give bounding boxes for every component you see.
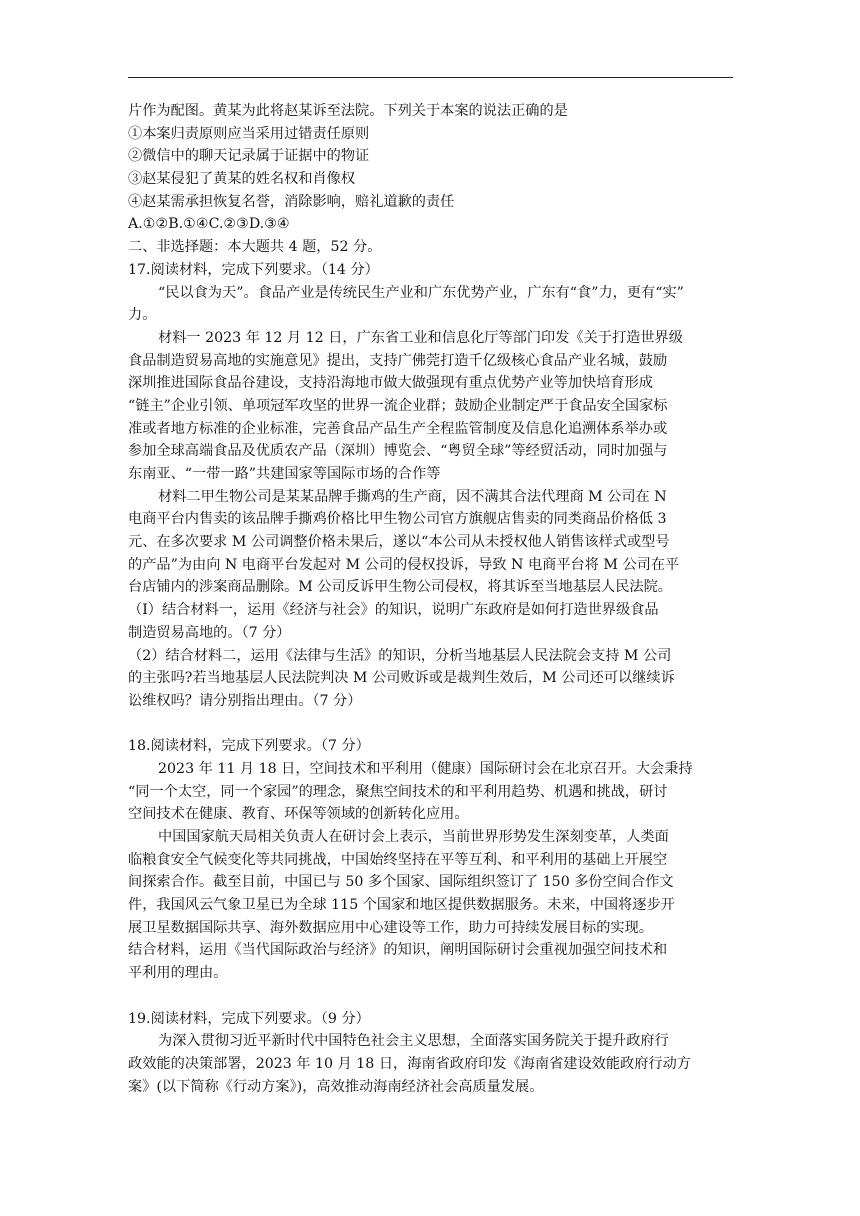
q18-para1-line: 空间技术在健康、教育、环保等领域的创新转化应用。	[128, 806, 469, 823]
q17-question-line: （I）结合材料一，运用《经济与社会》的知识，说明广东政府是如何打造世界级食品	[128, 602, 659, 619]
q17-material1-line: 东南亚、“一带一路”共建国家等国际市场的合作等	[128, 466, 441, 482]
q17-material1-line: “链主”企业引领、单项冠军攻坚的世界一流企业群；鼓励企业制定严于食品安全国家标	[128, 397, 668, 414]
q17-material2-line: 的产品”为由向 N 电商平台发起对 M 公司的侵权投诉，导致 N 电商平台将 M 公司在平	[128, 556, 680, 573]
q17-material2-line: 台店铺内的涉案商品删除。M 公司反诉甲生物公司侵权，将其诉至当地基层人民法院。	[128, 579, 672, 596]
q17-heading: 17.阅读材料，完成下列要求。（14 分）	[128, 261, 379, 278]
q17-material1-line: 材料一 2023 年 12 月 12 日，广东省工业和信息化厅等部门印发《关于打造世界级	[158, 329, 683, 346]
q19-heading: 19.阅读材料，完成下列要求。（9 分）	[128, 1010, 370, 1027]
header-rule	[128, 77, 733, 78]
answer-choices: A.①②B.①④C.②③D.③④	[128, 216, 290, 233]
q17-material2-line: 材料二甲生物公司是某某品牌手撕鸡的生产商，因不满其合法代理商 M 公司在 N	[158, 488, 667, 505]
q18-para1-line: “同一个太空，同一个家园”的理念，聚焦空间技术的和平利用趋势、机遇和挑战，研讨	[128, 783, 668, 800]
q19-para1-line: 政效能的决策部署，2023 年 10 月 18 日，海南省政府印发《海南省建设效能政府行动方	[128, 1055, 691, 1072]
q17-question-line: 制造贸易高地的。（7 分）	[128, 624, 291, 641]
q17-material2-line: 电商平台内售卖的该品牌手撕鸡价格比甲生物公司官方旗舰店售卖的同类商品价格低 3	[128, 511, 667, 528]
option-2: ②微信中的聊天记录属于证据中的物证	[128, 148, 370, 165]
option-4: ④赵某需承担恢复名誉，消除影响，赔礼道歉的责任	[128, 193, 455, 210]
q18-heading: 18.阅读材料，完成下列要求。（7 分）	[128, 738, 370, 755]
q18-para2-line: 件，我国风云气象卫星已为全球 115 个国家和地区提供数据服务。未来，中国将逐步开	[128, 897, 675, 914]
q18-para2-line: 间探索合作。截至目前，中国已与 50 多个国家、国际组织签订了 150 多份空间合作文	[128, 874, 674, 891]
q18-para2-line: 展卫星数据国际共享、海外数据应用中心建设等工作，助力可持续发展目标的实现。	[128, 919, 653, 936]
section-heading: 二、非选择题：本大题共 4 题，52 分。	[128, 239, 382, 256]
q17-material1-line: 食品制造贸易高地的实施意见》提出，支持广佛莞打造千亿级核心食品产业名城，鼓励	[128, 352, 668, 369]
q17-intro-line: “民以食为天”。食品产业是传统民生产业和广东优势产业，广东有“食”力，更有“实”	[158, 284, 684, 301]
text-line: 片作为配图。黄某为此将赵某诉至法院。下列关于本案的说法正确的是	[128, 103, 568, 119]
q19-para1-line: 案》(以下简称《行动方案》)，高效推动海南经济社会高质量发展。	[128, 1078, 544, 1095]
option-1: ①本案归责原则应当采用过错责任原则	[128, 125, 370, 142]
q17-question-line: 讼维权吗？请分别指出理由。（7 分）	[128, 692, 362, 709]
exam-page	[128, 100, 733, 1098]
q17-question-line: 的主张吗?若当地基层人民法院判决 M 公司败诉或是裁判生效后，M 公司还可以继续诉	[128, 670, 675, 687]
q17-material1-line: 准或者地方标准的企业标准，完善食品产品生产全程监管制度及信息化追溯体系举办或	[128, 420, 668, 437]
q18-question-line: 平利用的理由。	[128, 965, 228, 982]
q19-para1-line: 为深入贯彻习近平新时代中国特色社会主义思想，全面落实国务院关于提升政府行	[158, 1033, 669, 1050]
q17-intro-line: 力。	[128, 307, 157, 324]
blank-line	[128, 713, 733, 736]
q17-material2-line: 元、在多次要求 M 公司调整价格未果后，遂以“本公司从未授权他人销售该样式或型号	[128, 534, 670, 551]
q18-question-line: 结合材料，运用《当代国际政治与经济》的知识，阐明国际研讨会重视加强空间技术和	[128, 942, 668, 959]
q18-para2-line: 临粮食安全气候变化等共同挑战，中国始终坚持在平等互利、和平利用的基础上开展空	[128, 851, 668, 868]
option-3: ③赵某侵犯了黄某的姓名权和肖像权	[128, 171, 356, 188]
q18-para2-line: 中国国家航天局相关负责人在研讨会上表示，当前世界形势发生深刻变革，人类面	[158, 829, 669, 845]
q17-question-line: （2）结合材料二，运用《法律与生活》的知识，分析当地基层人民法院会支持 M 公司	[128, 647, 672, 664]
q17-material1-line: 深圳推进国际食品谷建设，支持沿海地市做大做强现有重点优势产业等加快培育形成	[128, 375, 653, 392]
blank-line	[128, 985, 733, 1008]
q18-para1-line: 2023 年 11 月 18 日，空间技术和平利用（健康）国际研讨会在北京召开。大会秉持	[158, 760, 693, 777]
q17-material1-line: 参加全球高端食品及优质农产品（深圳）博览会、“粤贸全球”等经贸活动，同时加强与	[128, 443, 668, 460]
